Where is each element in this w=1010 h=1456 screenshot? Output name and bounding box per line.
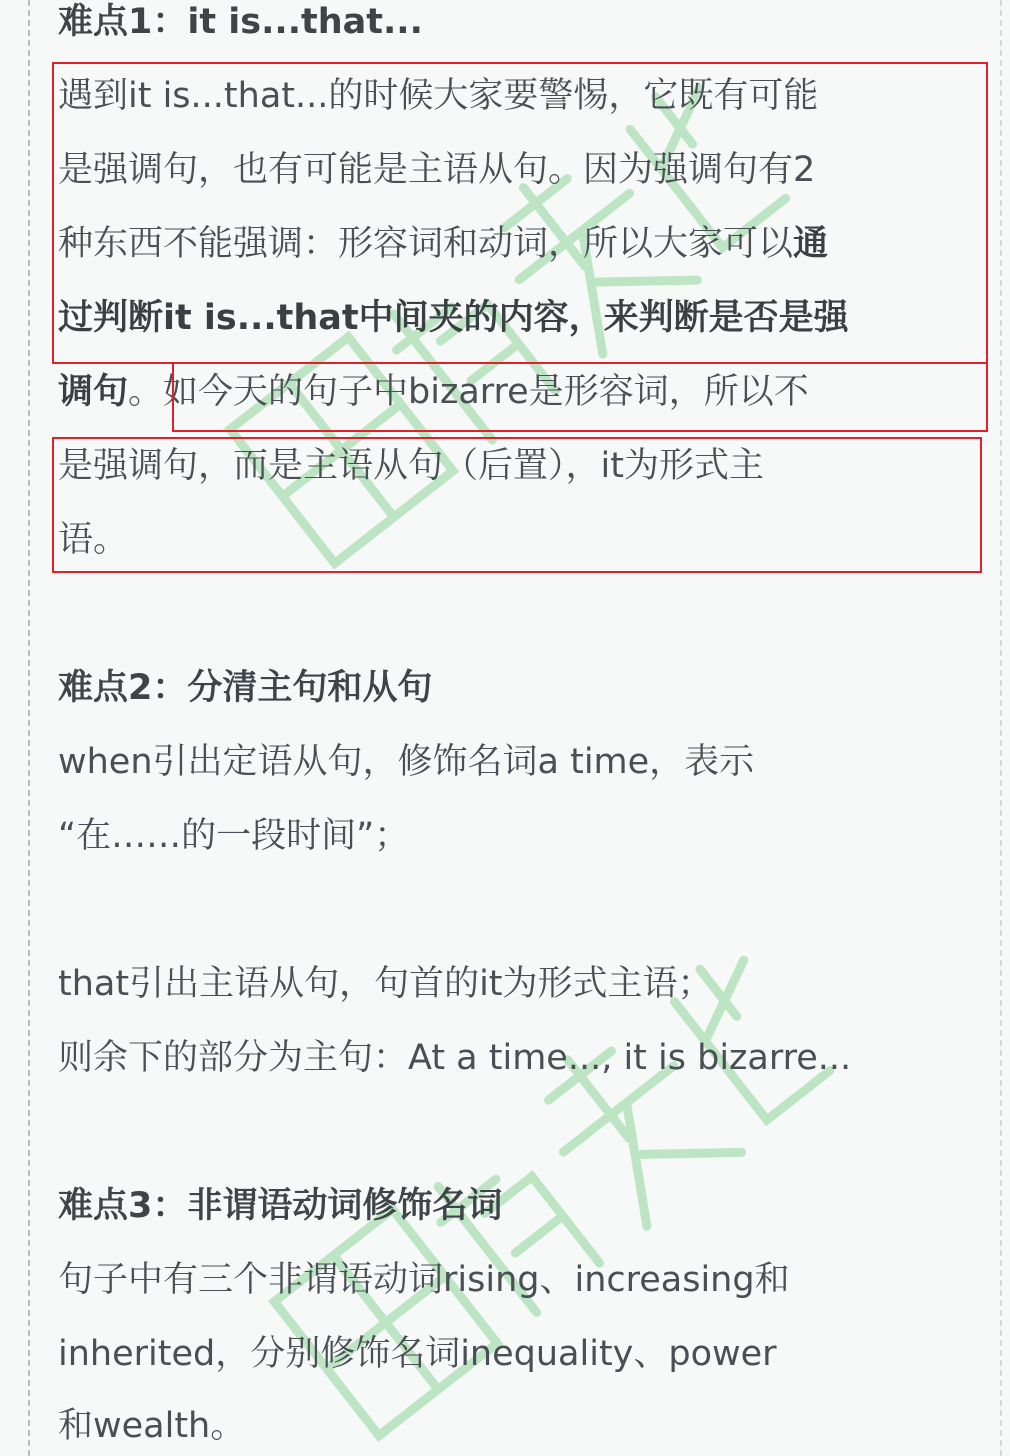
section-1-line-5-bold: 调句: [58, 372, 129, 412]
left-dashed-border: [28, 0, 30, 1456]
section-1-line-3-normal: 种东西不能强调：形容词和动词，所以大家可以: [58, 224, 794, 264]
highlight-box-1: [52, 62, 988, 364]
section-1-heading: 难点1：it is...that...: [58, 2, 423, 42]
section-3-heading: 难点3：非谓语动词修饰名词: [58, 1186, 503, 1226]
section-3-line-3: 和wealth。: [58, 1406, 246, 1446]
section-3-line-1: 句子中有三个非谓语动词rising、increasing和: [58, 1260, 790, 1300]
section-2-line-3: that引出主语从句，句首的it为形式主语；: [58, 964, 713, 1004]
highlight-box-3: [52, 437, 982, 573]
section-1-line-6: 是强调句，而是主语从句（后置），it为形式主: [58, 446, 764, 486]
section-1-line-5-normal: 。如今天的句子中bizarre是形容词，所以不: [128, 372, 809, 412]
section-2-line-2: “在……的一段时间”；: [58, 816, 410, 856]
right-dashed-border: [1000, 0, 1002, 1456]
highlight-box-2: [172, 362, 988, 432]
section-3-line-2: inherited，分别修饰名词inequality、power: [58, 1334, 777, 1374]
section-2-line-1: when引出定语从句，修饰名词a time，表示: [58, 742, 755, 782]
section-1-line-4: 过判断it is...that中间夹的内容，来判断是否是强: [58, 298, 849, 338]
section-1-line-7: 语。: [58, 520, 129, 560]
section-1-line-1: 遇到it is...that...的时候大家要警惕，它既有可能: [58, 76, 819, 116]
section-2-heading: 难点2：分清主句和从句: [58, 668, 433, 708]
section-2-line-4: 则余下的部分为主句：At a time..., it is bizarre...: [58, 1038, 852, 1078]
section-1-line-3-bold: 通: [793, 224, 829, 264]
section-1-line-2: 是强调句，也有可能是主语从句。因为强调句有2: [58, 150, 816, 190]
